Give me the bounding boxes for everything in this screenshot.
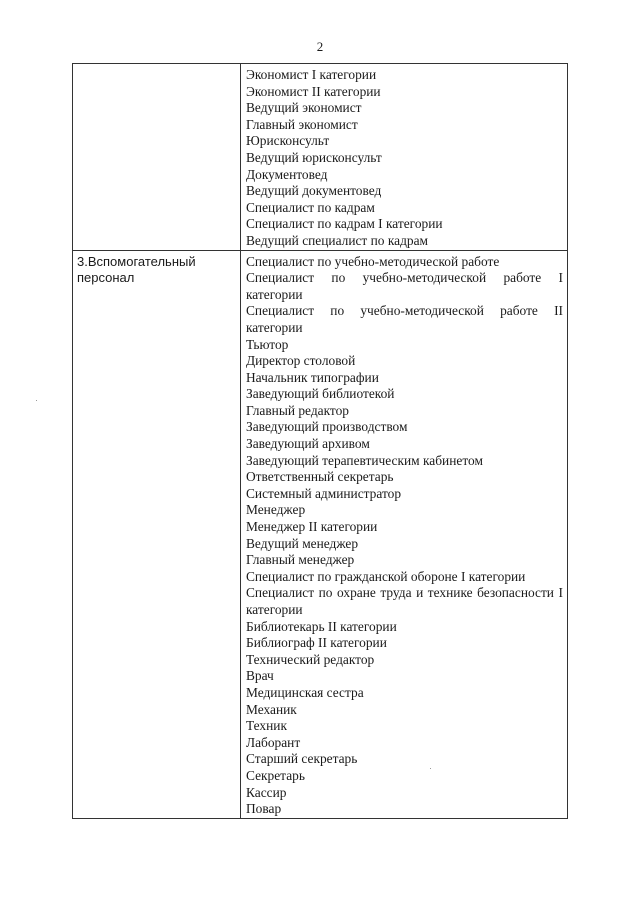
table-row <box>73 64 568 251</box>
position-item: Специалист по учебно-методической работе I категории <box>246 270 563 302</box>
category-cell <box>73 64 241 251</box>
category-label: 3.Вспомогательный персонал <box>77 253 196 286</box>
position-item: Секретарь <box>246 767 305 783</box>
position-item: Специалист по кадрам <box>246 199 375 215</box>
position-item: Механик <box>246 701 297 717</box>
position-item: Медицинская сестра <box>246 684 364 700</box>
position-item: Специалист по учебно-методической работе <box>246 253 500 269</box>
position-item: Заведующий архивом <box>246 436 370 452</box>
position-item: Специалист по кадрам I категории <box>246 216 443 232</box>
positions-cell <box>241 64 568 251</box>
position-item: Ведущий экономист <box>246 100 362 116</box>
position-item: Заведующий производством <box>246 419 408 435</box>
table-row <box>73 250 568 818</box>
position-item: Системный администратор <box>246 485 402 501</box>
position-item: Ведущий документовед <box>246 183 382 199</box>
position-item: Специалист по гражданской обороне I категории <box>246 568 526 584</box>
position-item: Врач <box>246 668 274 684</box>
position-item: Кассир <box>246 784 287 800</box>
position-item: Менеджер II категории <box>246 519 378 535</box>
position-item: Тьютор <box>246 336 289 352</box>
position-item: Главный редактор <box>246 402 349 418</box>
position-item: Ведущий юрисконсульт <box>246 149 382 165</box>
position-item: Менеджер <box>246 502 306 518</box>
position-item: Ведущий менеджер <box>246 535 359 551</box>
position-item: Директор столовой <box>246 353 356 369</box>
position-item: Специалист по учебно-методической работе II категории <box>246 303 563 335</box>
position-item: Заведующий библиотекой <box>246 386 395 402</box>
position-item: Лаборант <box>246 734 301 750</box>
scan-speck <box>430 768 431 769</box>
category-cell <box>73 250 241 818</box>
positions-cell <box>241 250 568 818</box>
position-item: Главный менеджер <box>246 552 355 568</box>
position-item: Специалист по охране труда и технике безопасности I категории <box>246 585 563 617</box>
position-item: Повар <box>246 801 282 817</box>
position-item: Технический редактор <box>246 651 375 667</box>
position-item: Документовед <box>246 166 328 182</box>
position-item: Ведущий специалист по кадрам <box>246 232 429 248</box>
position-item: Экономист II категории <box>246 83 381 99</box>
position-item: Ответственный секретарь <box>246 469 394 485</box>
positions-table <box>72 63 568 819</box>
position-item: Техник <box>246 718 287 734</box>
position-item: Экономист I категории <box>246 67 377 82</box>
position-item: Старший секретарь <box>246 751 358 767</box>
position-item: Библиотекарь II категории <box>246 618 397 634</box>
page-number: 2 <box>316 39 324 54</box>
scan-speck <box>36 400 37 401</box>
position-item: Заведующий терапевтическим кабинетом <box>246 452 483 468</box>
position-item: Библиограф II категории <box>246 635 387 651</box>
position-item: Начальник типографии <box>246 369 379 385</box>
position-item: Главный экономист <box>246 116 358 132</box>
position-item: Юрисконсульт <box>246 133 330 149</box>
